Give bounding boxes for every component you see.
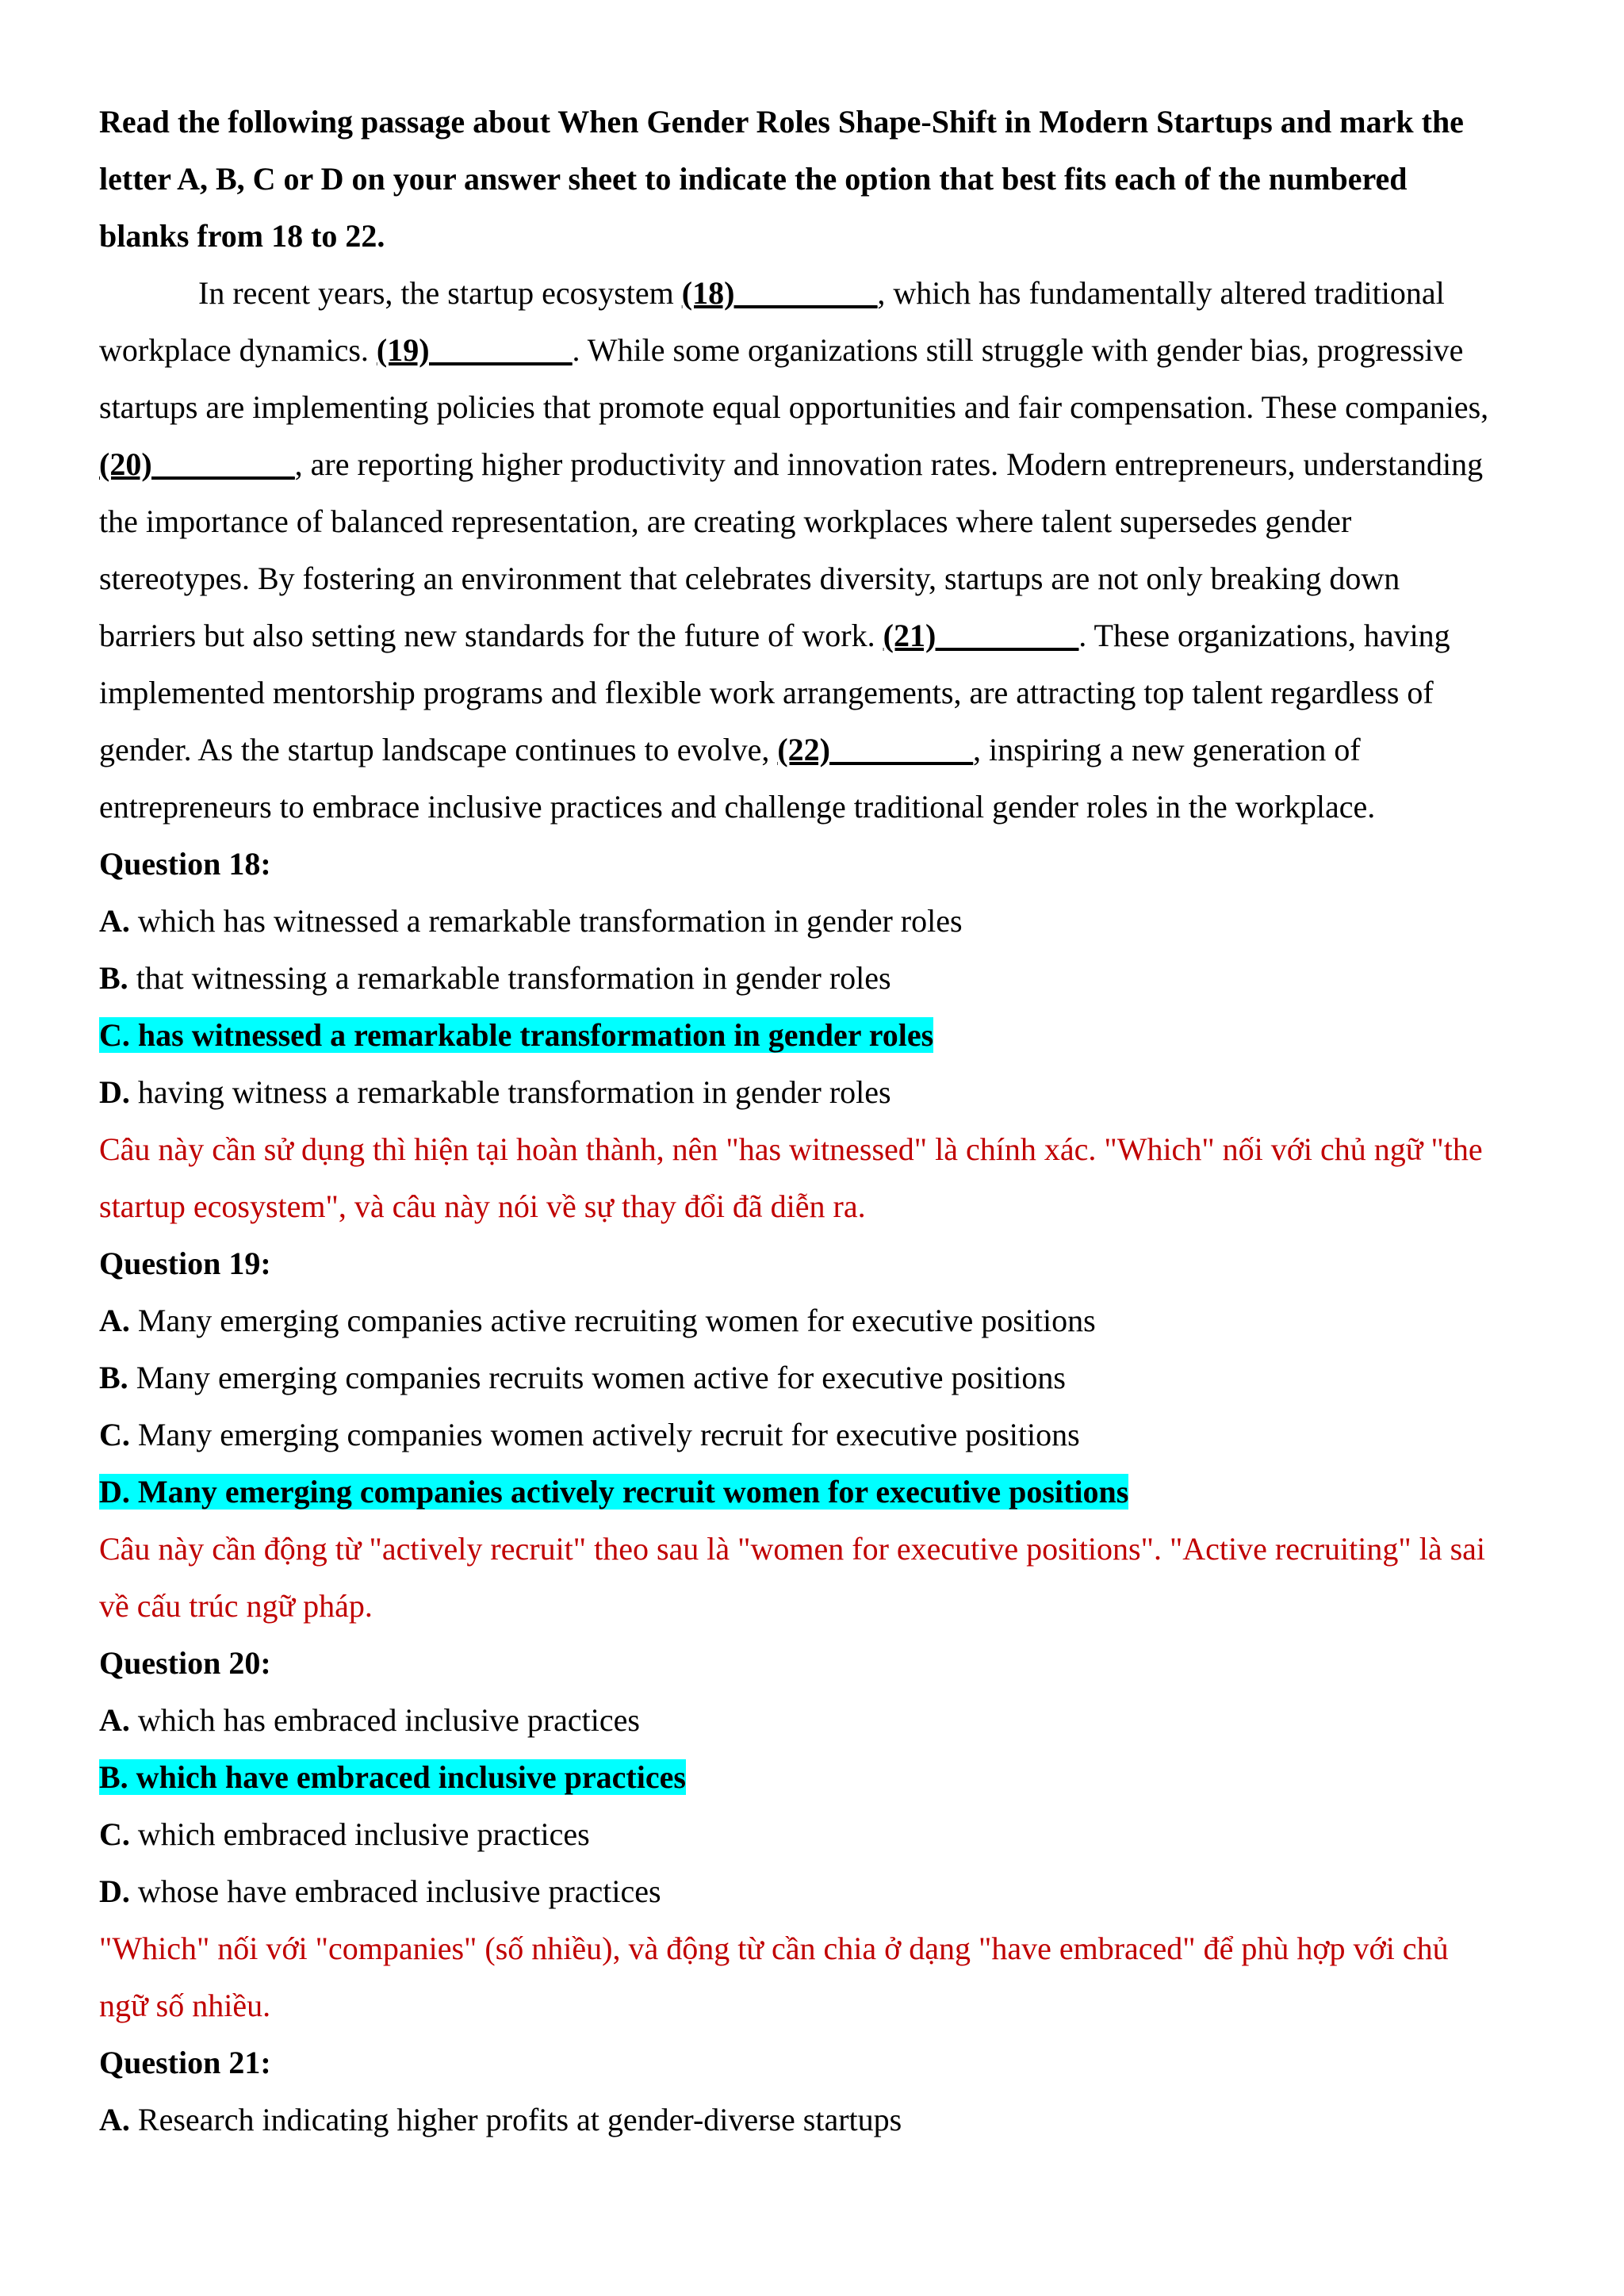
question-title: Question 20:	[99, 1645, 271, 1681]
answer-highlight: B. which have embraced inclusive practices	[99, 1759, 686, 1795]
blank-18: (18)_________	[681, 275, 878, 311]
question-18	[99, 836, 1550, 1235]
blank-22: (22)_________	[777, 732, 973, 767]
passage-line: (20)_________, are reporting higher productivity and innovation rates. Modern entrepreneurs, understanding	[99, 446, 1484, 482]
question-title: Question 21:	[99, 2045, 271, 2080]
explanation: "Which" nối với "companies" (số nhiều), và động từ cần chia ở dạng "have embraced" để phù hợp với chủ	[99, 1931, 1449, 1966]
passage	[99, 265, 1550, 836]
passage-line: the importance of balanced representation, are creating workplaces where talent supersedes gender	[99, 503, 1352, 539]
passage-line: gender. As the startup landscape continues to evolve, (22)_________, inspiring a new generation of	[99, 732, 1361, 767]
question-19	[99, 1235, 1550, 1635]
explanation: startup ecosystem", và câu này nói về sự thay đổi đã diễn ra.	[99, 1188, 866, 1224]
passage-line: implemented mentorship programs and flexible work arrangements, are attracting top talent regardless of	[99, 675, 1434, 710]
option-a: A. which has witnessed a remarkable transformation in gender roles	[99, 903, 963, 939]
option-b: B. that witnessing a remarkable transformation in gender roles	[99, 960, 891, 996]
option-d-correct	[99, 1464, 1550, 1521]
option-c: C. which embraced inclusive practices	[99, 1816, 590, 1852]
option-c: C. Many emerging companies women actively recruit for executive positions	[99, 1417, 1080, 1452]
answer-highlight: D. Many emerging companies actively recruit women for executive positions	[99, 1474, 1129, 1510]
option-b: B. Many emerging companies recruits women active for executive positions	[99, 1360, 1066, 1395]
instructions-line-1: Read the following passage about When Gender Roles Shape-Shift in Modern Startups and mark the	[99, 104, 1464, 140]
explanation: ngữ số nhiều.	[99, 1988, 271, 2023]
passage-line: workplace dynamics. (19)_________. While some organizations still struggle with gender bias, progressive	[99, 332, 1464, 368]
blank-20: (20)_________	[99, 446, 295, 482]
question-title: Question 19:	[99, 1246, 271, 1281]
explanation: Câu này cần động từ "actively recruit" theo sau là "women for executive positions". "Active recruiting" là sai	[99, 1531, 1486, 1567]
instructions-line-2: letter A, B, C or D on your answer sheet to indicate the option that best fits each of the numbered	[99, 161, 1408, 197]
option-d: D. whose have embraced inclusive practices	[99, 1873, 661, 1909]
explanation: về cấu trúc ngữ pháp.	[99, 1588, 373, 1624]
document-page	[99, 94, 1550, 2149]
option-c-correct	[99, 1007, 1550, 1064]
passage-line: startups are implementing policies that promote equal opportunities and fair compensation. These companies,	[99, 389, 1489, 425]
option-a: A. which has embraced inclusive practices	[99, 1702, 640, 1738]
question-21	[99, 2034, 1550, 2149]
passage-line: In recent years, the startup ecosystem (18)_________, which has fundamentally altered traditional	[198, 275, 1445, 311]
option-d: D. having witness a remarkable transformation in gender roles	[99, 1074, 891, 1110]
option-a: A. Many emerging companies active recruiting women for executive positions	[99, 1303, 1096, 1338]
question-title: Question 18:	[99, 846, 271, 882]
explanation: Câu này cần sử dụng thì hiện tại hoàn thành, nên "has witnessed" là chính xác. "Which" nối với chủ ngữ "the	[99, 1131, 1483, 1167]
question-20	[99, 1635, 1550, 2034]
option-a: A. Research indicating higher profits at gender-diverse startups	[99, 2102, 902, 2137]
blank-19: (19)_________	[376, 332, 573, 368]
blank-21: (21)_________	[883, 618, 1079, 653]
passage-line: entrepreneurs to embrace inclusive practices and challenge traditional gender roles in the workplace.	[99, 789, 1376, 825]
answer-highlight: C. has witnessed a remarkable transformation in gender roles	[99, 1017, 934, 1053]
passage-line: stereotypes. By fostering an environment that celebrates diversity, startups are not only breaking down	[99, 561, 1400, 596]
option-b-correct	[99, 1749, 1550, 1806]
passage-line: barriers but also setting new standards for the future of work. (21)_________. These organizations, having	[99, 618, 1450, 653]
instructions-line-3: blanks from 18 to 22.	[99, 218, 385, 254]
